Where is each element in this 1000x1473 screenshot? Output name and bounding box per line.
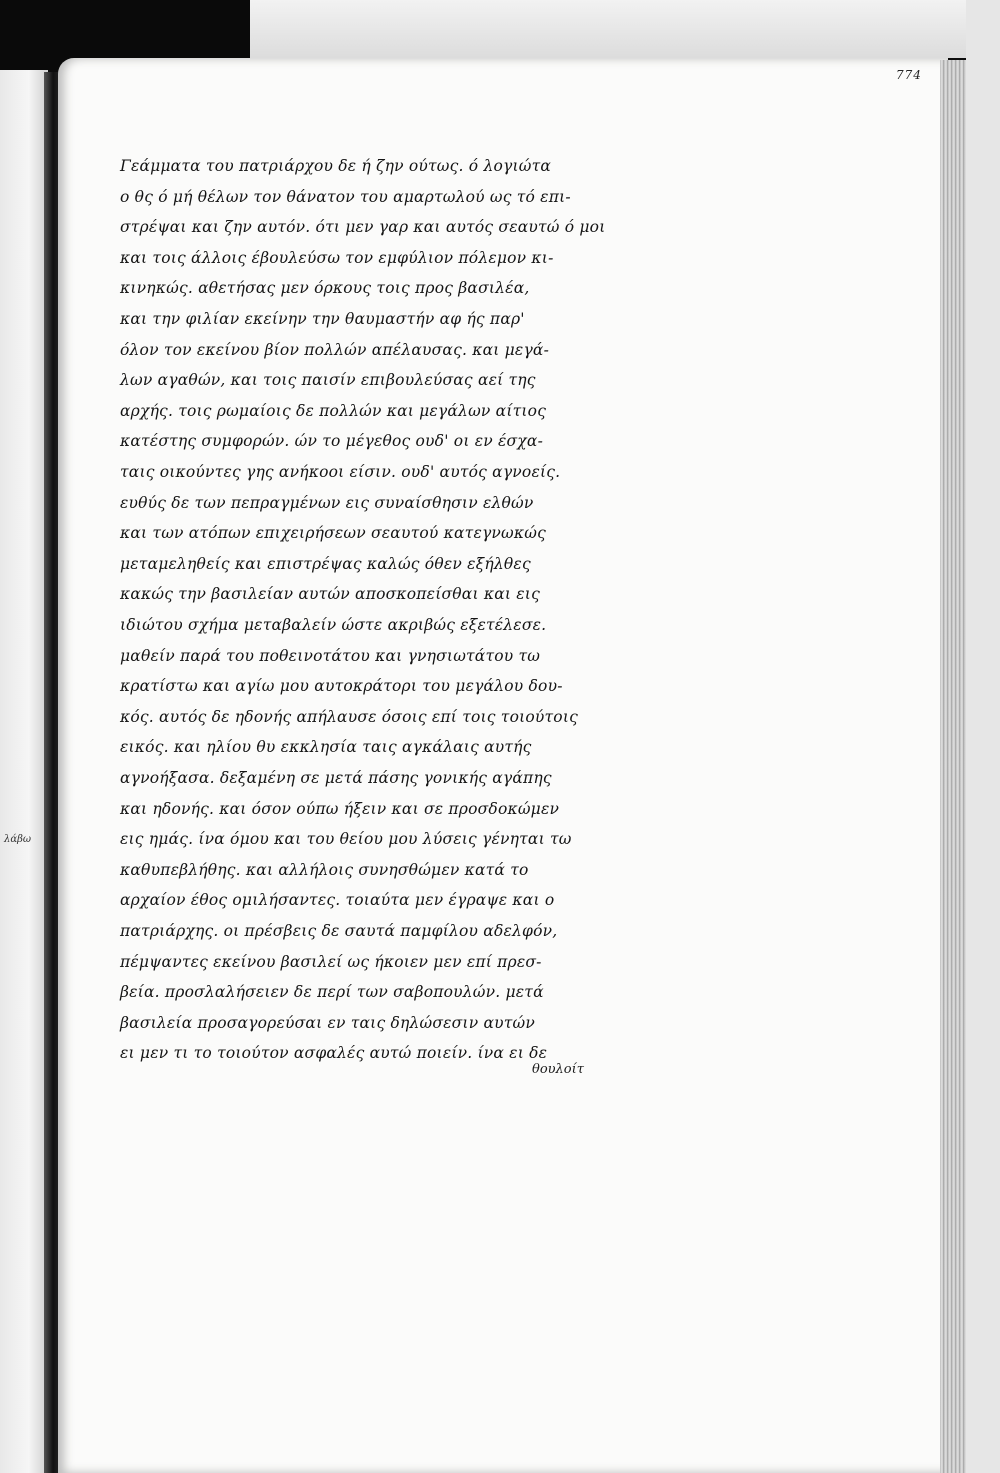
text-line: κακώς την βασιλείαν αυτών αποσκοπείσθαι και εις xyxy=(120,585,540,604)
text-line: λων αγαθών, και τοις παισίν επιβουλεύσας αεί της xyxy=(120,371,536,390)
right-scan-border xyxy=(966,0,1000,1473)
folio-number: 774 xyxy=(896,68,922,82)
page-fore-edge xyxy=(940,60,966,1473)
text-line: κρατίστω και αγίω μου αυτοκράτορι του μεγάλου δου- xyxy=(120,677,563,696)
text-line: όλον τον εκείνου βίον πολλών απέλαυσας. και μεγά- xyxy=(120,340,550,359)
text-line: κινηκώς. αθετήσας μεν όρκους τοις προς βασιλέα, xyxy=(120,279,530,298)
catchword: θουλοίτ xyxy=(532,1062,584,1077)
text-line: ο θς ό μή θέλων τον θάνατον του αμαρτωλού ως τό επι- xyxy=(120,187,571,206)
text-line: βασιλεία προσαγορεύσαι εν ταις δηλώσεσιν αυτών xyxy=(120,1013,535,1032)
text-line: και ηδονής. και όσον ούπω ήξειν και σε προσδοκώμεν xyxy=(120,799,560,818)
text-line: εις ημάς. ίνα όμου και του θείου μου λύσεις γένηται τω xyxy=(120,830,572,849)
text-line: και την φιλίαν εκείνην την θαυμαστήν αφ ής παρ' xyxy=(120,310,525,328)
text-line: καθυπεβλήθης. και αλλήλοις συνησθώμεν κατά το xyxy=(120,860,529,879)
text-line: κός. αυτός δε ηδονής απήλαυσε όσοις επί τοις τοιούτοις xyxy=(120,707,578,726)
text-line: και τοις άλλοις έβουλεύσω τον εμφύλιον πόλεμον κι- xyxy=(120,248,554,267)
text-line: ευθύς δε των πεπραγμένων εις συναίσθησιν ελθών xyxy=(120,493,534,512)
text-line: μεταμεληθείς και επιστρέψας καλώς όθεν εξήλθες xyxy=(120,554,531,573)
text-line: αρχής. τοις ρωμαίοις δε πολλών και μεγάλων αίτιος xyxy=(120,401,547,420)
text-line: και των ατόπων επιχειρήσεων σεαυτού κατεγνωκώς xyxy=(120,524,546,543)
text-line: εικός. και ηλίου θυ εκκλησία ταις αγκάλαις αυτής xyxy=(120,738,532,757)
text-line: κατέστης συμφορών. ών το μέγεθος ουδ' οι εν έσχα- xyxy=(120,432,544,451)
text-line: πατριάρχης. οι πρέσβεις δε σαυτά παμφίλου αδελφόν, xyxy=(120,922,558,940)
text-line: αγνοήξασα. δεξαμένη σε μετά πάσης γονικής αγάπης xyxy=(120,769,552,787)
text-line: ταις οικούντες γης ανήκοοι είσιν. ουδ' αυτός αγνοείς. xyxy=(120,463,561,481)
text-line: αρχαίον έθος ομιλήσαντες. τοιαύτα μεν έγραψε και ο xyxy=(120,891,555,910)
text-line: στρέψαι και ζην αυτόν. ότι μεν γαρ και αυτός σεαυτώ ό μοι xyxy=(120,218,606,237)
text-line: μαθείν παρά του ποθεινοτάτου και γνησιωτάτου τω xyxy=(120,646,541,665)
text-line: ιδιώτου σχήμα μεταβαλείν ώστε ακριβώς εξετέλεσε. xyxy=(120,616,547,634)
text-line: πέμψαντες εκείνου βασιλεί ως ήκοιεν μεν επί πρεσ- xyxy=(120,952,542,971)
top-paper-edge xyxy=(250,0,970,58)
text-line: ει μεν τι το τοιούτον ασφαλές αυτώ ποιείν. ίνα ει δε xyxy=(120,1044,548,1063)
text-line: Γεάμματα του πατριάρχου δε ή ζην ούτως. ό λογιώτα xyxy=(120,157,552,175)
left-page-marginal-note: λάβω xyxy=(4,834,32,845)
manuscript-page xyxy=(58,58,948,1473)
text-line: βεία. προσλαλήσειεν δε περί των σαβοπουλών. μετά xyxy=(120,983,544,1002)
left-page-edge xyxy=(0,70,48,1473)
